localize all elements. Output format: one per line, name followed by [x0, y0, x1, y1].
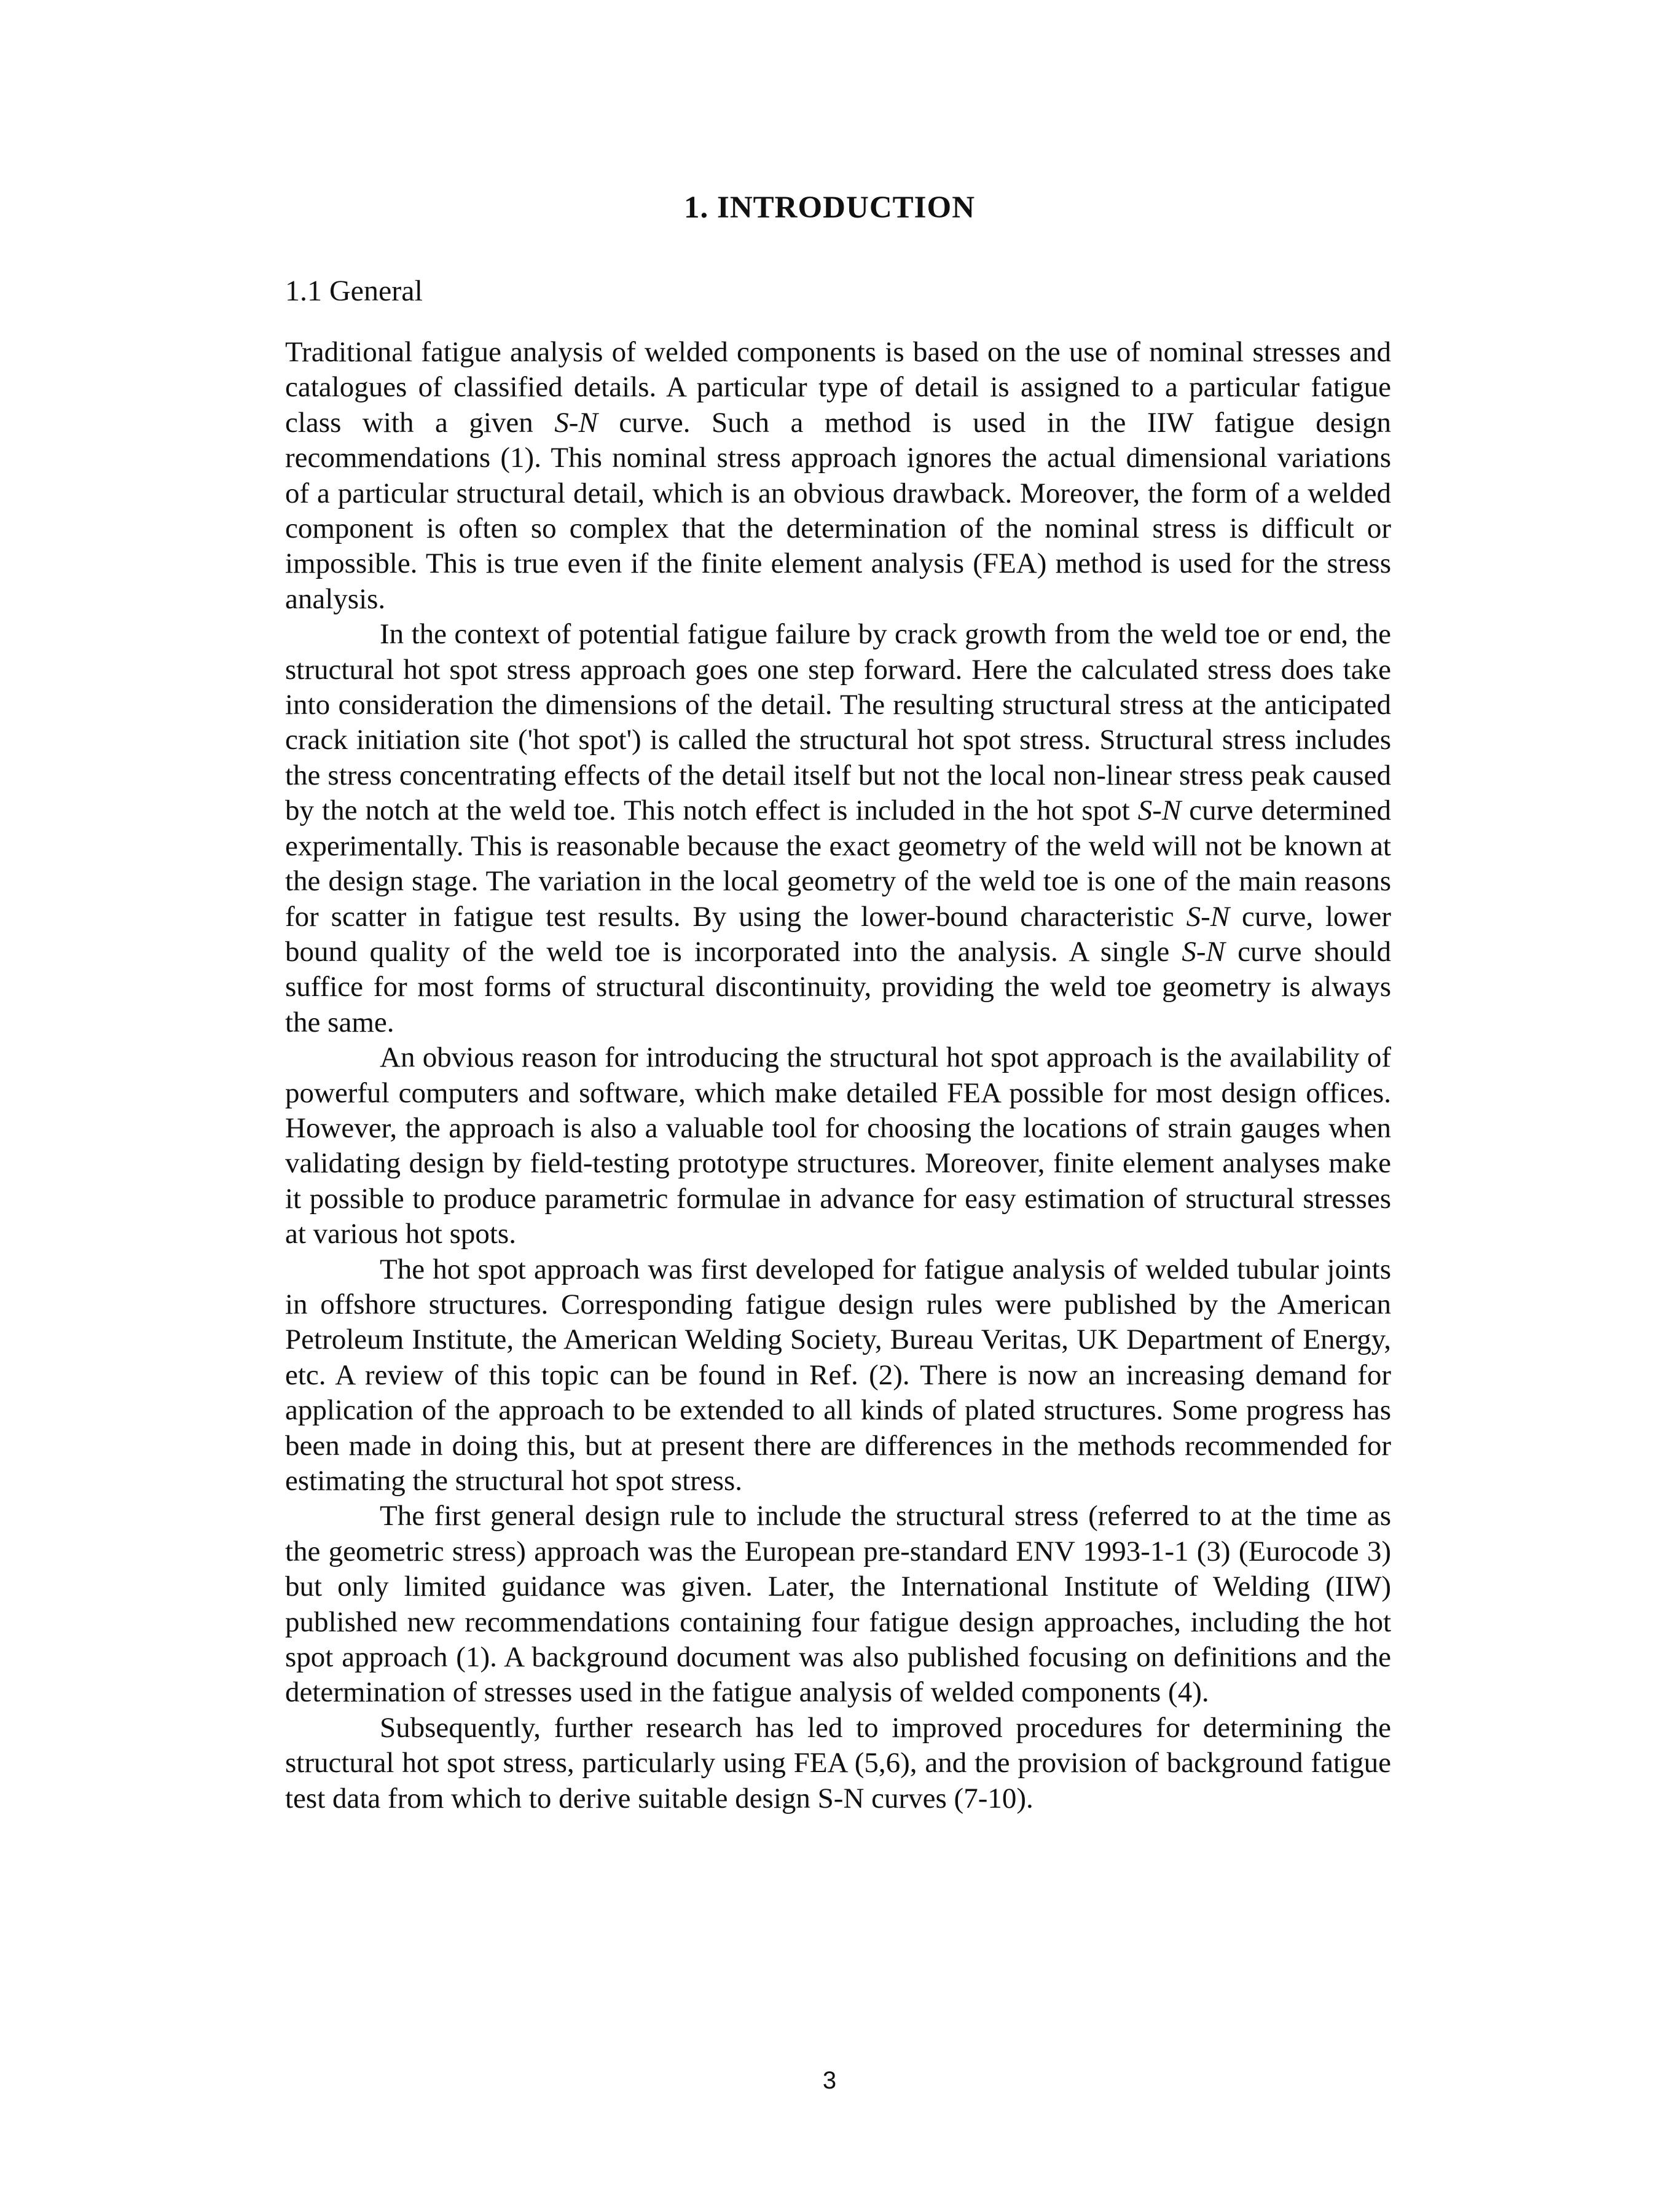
paragraph-text: Traditional fatigue analysis of welded components is based on the use of nominal stresses and catalogues of classified details. A particular type of detail is assigned to a particular fatigue class with a given: [285, 336, 1391, 439]
paragraph-text: The hot spot approach was first developed for fatigue analysis of welded tubular joints in offshore structures. Corresponding fatigue design rules were published by the American Petroleum Institute, the American Welding Society, Bureau Veritas, UK Department of Energy, etc. A review of this topic can be found in Ref. (2). There is now an increasing demand for application of the approach to be extended to all kinds of plated structures. Some progress has been made in doing this, but at present there are differences in the methods recommended for estimating the structural hot spot stress.: [285, 1253, 1391, 1497]
italic-term: S-N: [1182, 935, 1225, 968]
body-paragraph: [285, 617, 1391, 1040]
italic-term: S-N: [1186, 900, 1230, 933]
body-paragraph: [285, 1040, 1391, 1252]
chapter-title: 1. INTRODUCTION: [683, 190, 976, 225]
paragraph-text: curve should suffice for most forms of structural discontinuity, providing the weld toe geometry is always the same.: [285, 935, 1391, 1038]
italic-term: S-N: [1137, 794, 1182, 827]
body-paragraph: [285, 1499, 1391, 1710]
paragraph-text: Subsequently, further research has led to improved procedures for determining the structural hot spot stress, particularly using FEA (5,6), and the provision of background fatigue test data from which to derive suitable design S-N curves (7-10).: [285, 1711, 1391, 1814]
paragraph-text: An obvious reason for introducing the structural hot spot approach is the availability of powerful computers and software, which make detailed FEA possible for most design offices. However, the approach is also a valuable tool for choosing the locations of strain gauges when validating design by field-testing prototype structures. Moreover, finite element analyses make it possible to produce parametric formulae in advance for easy estimation of structural stresses at various hot spots.: [285, 1041, 1391, 1250]
body-text: [285, 335, 1391, 1816]
body-paragraph: [285, 1252, 1391, 1499]
paragraph-text: The first general design rule to include the structural stress (referred to at the time as the geometric stress) approach was the European pre-standard ENV 1993-1-1 (3) (Eurocode 3) but only limited guidance was given. Later, the International Institute of Welding (IIW) published new recommendations containing four fatigue design approaches, including the hot spot approach (1). A background document was also published focusing on definitions and the determination of stresses used in the fatigue analysis of welded components (4).: [285, 1500, 1391, 1709]
paragraph-text: curve. Such a method is used in the IIW fatigue design recommendations (1). This nominal stress approach ignores the actual dimensional variations of a particular structural detail, which is an obvious drawback. Moreover, the form of a welded component is often so complex that the determination of the nominal stress is difficult or impossible. This is true even if the finite element analysis (FEA) method is used for the stress analysis.: [285, 406, 1392, 615]
paragraph-text: curve determined experimentally. This is reasonable because the exact geometry of the weld will not be known at the design stage. The variation in the local geometry of the weld toe is one of the main reasons for scatter in fatigue test results. By using the lower-bound characteristic: [285, 794, 1392, 933]
paragraph-text: In the context of potential fatigue failure by crack growth from the weld toe or end, the structural hot spot stress approach goes one step forward. Here the calculated stress does take into consideration the dimensions of the detail. The resulting structural stress at the anticipated crack initiation site ('hot spot') is called the structural hot spot stress. Structural stress includes the stress concentrating effects of the detail itself but not the local non-linear stress peak caused by the notch at the weld toe. This notch effect is included in the hot spot: [285, 618, 1391, 827]
section-heading: 1.1 General: [285, 275, 423, 307]
italic-term: S-N: [554, 406, 598, 439]
body-paragraph: [285, 1711, 1391, 1816]
paragraph-text: curve, lower bound quality of the weld toe is incorporated into the analysis. A single: [285, 900, 1391, 968]
body-paragraph: [285, 335, 1391, 617]
page-number: 3: [822, 2067, 837, 2094]
